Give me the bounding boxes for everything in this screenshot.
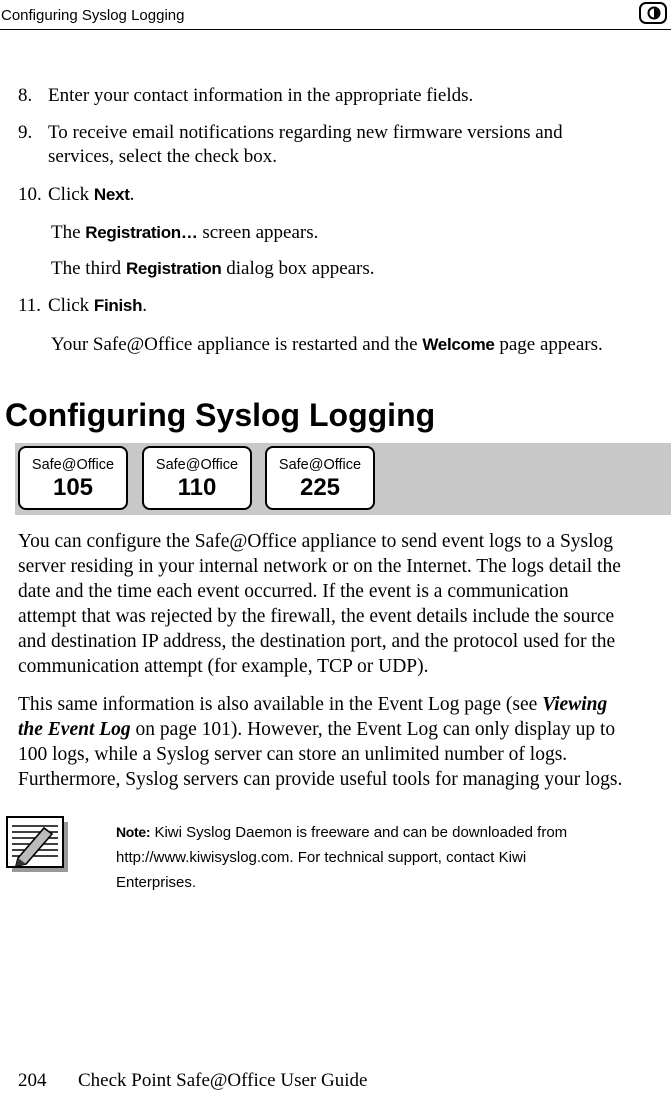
section-title: Configuring Syslog Logging: [5, 397, 436, 433]
notepad-pencil-icon: [4, 814, 70, 876]
note-url[interactable]: http://www.kiwisyslog.com. For technical support, contact Kiwi: [116, 849, 527, 866]
ui-label-welcome: Welcome: [422, 335, 495, 354]
paragraph-line: You can configure the Safe@Office appliance to send event logs to a Syslog: [18, 531, 614, 552]
model-badge-225: [265, 446, 375, 510]
cross-reference-link[interactable]: Viewing: [542, 694, 608, 715]
model-badge-bar: [15, 443, 671, 515]
result-registration-screen: [51, 221, 318, 245]
result-welcome: [51, 333, 603, 357]
note-label: Note:: [116, 824, 151, 840]
ui-label-registration: Registration…: [85, 223, 198, 242]
step-9-continued: [48, 145, 277, 169]
paragraph-line: and destination IP address, the destination port, and the protocol used for the: [18, 631, 616, 652]
paragraph-line: 100 logs, while a Syslog server can store an unlimited number of logs.: [18, 744, 568, 765]
paragraph-text: on page 101). However, the Event Log can only display up to: [130, 719, 616, 740]
result-text: The: [51, 222, 86, 243]
step-8: [18, 84, 473, 108]
step-9: [18, 121, 563, 145]
result-text: page appears.: [494, 334, 603, 355]
badge-brand: Safe@Office: [155, 457, 239, 473]
badge-model: 110: [177, 474, 217, 501]
step-text: Enter your contact information in the appropriate fields.: [48, 85, 474, 106]
ui-label-next: Next: [93, 185, 130, 204]
event-log-paragraph: [18, 692, 670, 792]
paragraph-line: attempt that was rejected by the firewall, the event details include the source: [18, 606, 615, 627]
note-text: Kiwi Syslog Daemon is freeware and can be downloaded from: [150, 824, 568, 841]
note-line: [116, 820, 636, 845]
paragraph-line: date and the time each event occurred. If the event is a communication: [18, 581, 569, 602]
punctuation: .: [142, 295, 147, 316]
ui-label-finish: Finish: [93, 296, 143, 315]
result-text: Your Safe@Office appliance is restarted and the: [51, 334, 423, 355]
step-text: To receive email notifications regarding new firmware versions and: [48, 122, 563, 143]
running-header: [0, 0, 671, 30]
badge-model: 105: [52, 474, 94, 501]
paragraph-text: This same information is also available in the Event Log page (see: [18, 694, 543, 715]
punctuation: .: [129, 184, 135, 205]
cross-reference-link[interactable]: the Event Log: [18, 719, 131, 740]
step-number: 10.: [18, 184, 42, 205]
step-11: [18, 294, 147, 318]
badge-brand: Safe@Office: [278, 457, 362, 473]
ui-label-registration: Registration: [125, 259, 222, 278]
paragraph-line: [18, 692, 670, 717]
model-badge-110: [142, 446, 252, 510]
note-box: [116, 820, 636, 895]
footer-title: Check Point Safe@Office User Guide: [78, 1070, 368, 1091]
result-third-registration: [51, 257, 375, 281]
paragraph-line: [18, 717, 670, 742]
step-number: 11.: [18, 295, 42, 316]
badge-model: 225: [299, 474, 341, 501]
header-title: Configuring Syslog Logging: [1, 7, 185, 24]
page-number: 204: [18, 1070, 47, 1091]
step-10: [18, 183, 134, 207]
step-text: Click: [48, 184, 94, 205]
model-badge-105: [18, 446, 128, 510]
note-line: Enterprises.: [116, 874, 197, 891]
page-footer: [18, 1070, 367, 1092]
result-text: The third: [51, 258, 126, 279]
step-text: services, select the check box.: [48, 146, 277, 167]
eye-icon: [639, 2, 667, 24]
result-text: screen appears.: [197, 222, 319, 243]
paragraph-line: communication attempt (for example, TCP or UDP).: [18, 656, 429, 677]
badge-brand: Safe@Office: [31, 457, 115, 473]
result-text: dialog box appears.: [221, 258, 375, 279]
syslog-intro-paragraph: [18, 529, 670, 679]
step-number: 8.: [18, 85, 33, 106]
step-number: 9.: [18, 122, 33, 143]
paragraph-line: Furthermore, Syslog servers can provide useful tools for managing your logs.: [18, 769, 623, 790]
step-text: Click: [48, 295, 94, 316]
paragraph-line: server residing in your internal network or on the Internet. The logs detail the: [18, 556, 621, 577]
